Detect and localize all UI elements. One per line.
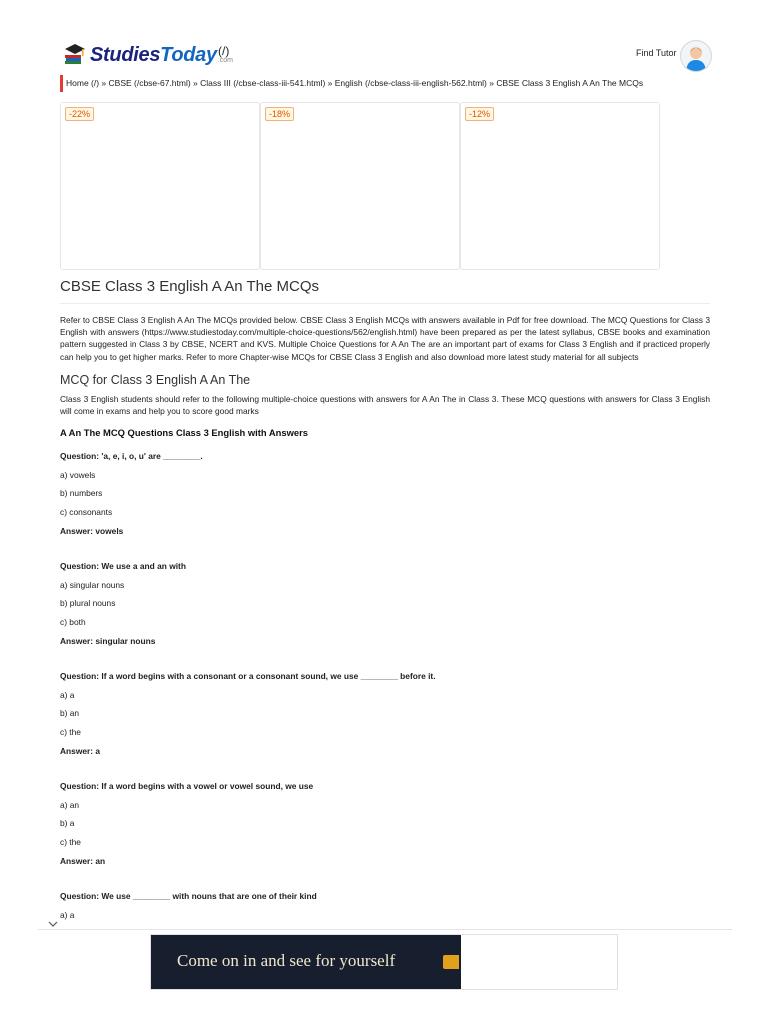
option-c: c) the xyxy=(60,836,81,847)
option-a: a) a xyxy=(60,909,75,920)
question-text: Question: We use ________ with nouns that are one of their kind xyxy=(60,891,317,902)
logo-suffix: .com xyxy=(217,57,233,64)
ad-divider xyxy=(38,929,732,930)
option-a: a) an xyxy=(60,799,80,810)
ad-image xyxy=(151,935,461,989)
intro-paragraph: Refer to CBSE Class 3 English A An The MCQs provided below. CBSE Class 3 English MCQs with answers available in Pdf for free download. The MCQ Questions for Class 3 English with answers (https://www.studiestoday.com/multiple-choice-questions/562/english.html) have been prepared as per the latest syllabus, CBSE books and examination pattern suggested in Class 3 by CBSE, NCERT and KVS. Multiple Choice Questions for A An The are an important part of exams for Class 3 English and if practiced properly can help you to get higher marks. Refer to more Chapter-wise MCQs for CBSE Class 3 English and also download more latest study material for all subjects xyxy=(60,315,710,362)
option-b: b) a xyxy=(60,818,75,829)
question-item xyxy=(60,447,710,557)
product-cards xyxy=(60,102,662,270)
question-item xyxy=(60,557,710,667)
find-tutor-link[interactable]: Find Tutor xyxy=(636,48,677,58)
option-a: a) vowels xyxy=(60,469,96,480)
answer-text: Answer: vowels xyxy=(60,525,124,536)
graduation-cap-icon xyxy=(62,41,88,67)
logo-accent-text: Today xyxy=(160,44,217,66)
product-card[interactable] xyxy=(60,102,260,270)
option-b: b) plural nouns xyxy=(60,598,116,609)
logo-text xyxy=(90,43,217,67)
site-header xyxy=(0,0,768,110)
discount-badge: -22% xyxy=(65,107,94,121)
section-paragraph: Class 3 English students should refer to the following multiple-choice questions with answers for A An The in Class 3. These MCQ questions with answers for Class 3 English will come in exams and help you to score good marks xyxy=(60,393,710,417)
product-card[interactable] xyxy=(260,102,460,270)
question-text: Question: If a word begins with a vowel or vowel sound, we use xyxy=(60,781,314,792)
question-text: Question: If a word begins with a consonant or a consonant sound, we use ________ before it. xyxy=(60,671,436,682)
option-a: a) singular nouns xyxy=(60,579,125,590)
question-list xyxy=(60,447,710,924)
section-title: MCQ for Class 3 English A An The xyxy=(60,372,251,387)
ad-text: Come on in and see for yourself xyxy=(177,951,396,970)
answer-text: Answer: a xyxy=(60,745,101,756)
ad-accent-shape xyxy=(443,955,459,969)
tutor-avatar-icon[interactable] xyxy=(680,40,712,72)
question-item xyxy=(60,887,710,924)
question-text: Question: We use a and an with xyxy=(60,561,186,572)
option-b: b) an xyxy=(60,708,80,719)
questions-heading: A An The MCQ Questions Class 3 English with Answers xyxy=(60,427,308,439)
logo-main-text: Studies xyxy=(90,44,161,66)
breadcrumb[interactable]: Home (/) » CBSE (/cbse-67.html) » Class III (/cbse-class-iii-541.html) » English (/cbse-class-iii-english-562.html) » CBSE Class 3 English A An The MCQs xyxy=(66,78,644,88)
logo-link-text[interactable]: (/) xyxy=(218,44,230,58)
option-c: c) the xyxy=(60,726,81,737)
discount-badge: -18% xyxy=(265,107,294,121)
breadcrumb-accent xyxy=(60,75,63,92)
question-text: Question: 'a, e, i, o, u' are ________. xyxy=(60,451,203,462)
option-a: a) a xyxy=(60,689,75,700)
product-card[interactable] xyxy=(460,102,660,270)
answer-text: Answer: singular nouns xyxy=(60,635,156,646)
page-title: CBSE Class 3 English A An The MCQs xyxy=(60,278,710,304)
chevron-down-icon[interactable] xyxy=(48,920,58,930)
option-b: b) numbers xyxy=(60,488,103,499)
option-c: c) both xyxy=(60,616,86,627)
question-item xyxy=(60,777,710,887)
main-content xyxy=(60,270,710,924)
answer-text: Answer: an xyxy=(60,855,106,866)
ad-banner[interactable] xyxy=(150,934,618,990)
option-c: c) consonants xyxy=(60,507,113,517)
discount-badge: -12% xyxy=(465,107,494,121)
question-item xyxy=(60,667,710,777)
site-logo[interactable] xyxy=(62,41,233,67)
